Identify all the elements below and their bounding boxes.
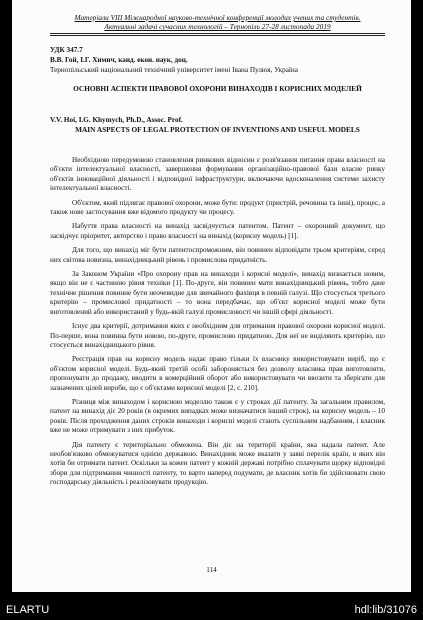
udc-code: УДК 347.7 <box>50 46 83 54</box>
paragraph: Дія патенту є територіально обмежена. Він діє на території країни, яка надала патент. Але необов'язково обмежуватися однією державою. Винахідник може вказати у заяві перелік країн, в яких він хотів би отримати патент. Оскільки за кожен патент у кожній державі потрібно сплачувати щорку відповідні збори для підтримання чинності патенту, то варто наперед подумати, де власник хотів би здійснювати свою господарську діяльність і реалізовувати продукцію. <box>50 440 385 487</box>
body-text <box>50 156 385 493</box>
paragraph: Для того, що винахід міг бути патентоспроможним, він повинен відповідати трьом критеріям, серед них світова новизна, винахідницький рівень і промислова придатність. <box>50 246 385 264</box>
conference-header-line-1: Матеріали VIII Міжнародної науково-технічної конференції молодих учених та студентів. <box>74 13 361 22</box>
title-english: MAIN ASPECTS OF LEGAL PROTECTION OF INVENTIONS AND USEFUL MODELS <box>75 125 360 134</box>
header-rule-top <box>50 33 385 34</box>
document-page <box>12 0 411 592</box>
paragraph: Різниця між винаходом і корисною моделлю також є у строках дії патенту. За загальним правилом, патент на винахід діє 20 років (в окремих випадках може визначатися інший строк), на корисну модель – 10 років. Після проходження даних строків винаходи і корисні моделі стають суспільним надбанням, і власник вже не може отримувати з них прибуток. <box>50 397 385 435</box>
authors-english: V.V. Hoi, I.G. Khymych, Ph.D., Assoc. Prof. <box>50 116 183 124</box>
paragraph: Набуття права власності на винахід засвідчується патентом. Патент – охоронний документ, що засвідчує пріоритет, авторство і право власності на винахід (корисну модель) [1]. <box>50 222 385 240</box>
conference-header <box>50 13 385 32</box>
page-number: 114 <box>206 566 217 574</box>
paragraph: Реєстрація прав на корисну модель надає право тільки їх власнику використовувати виріб, що є об'єктом корисної моделі. Будь-який третій особі забороняється без дозволу власника прав виготовляти, пропонувати до продажу, вводити в комерційний оборот або використовувати чи ввозити та зберігати для зазначених цілей вироби, що є об'єктами корисної моделі [2, с. 210]. <box>50 355 385 392</box>
paragraph: За Законом України «Про охорону прав на винаходи і корисні моделі», винахід визнається новим, якщо він не є частиною рівня техніки [1]. По-друге, він повинен мати винахідницький рівень, тобто дане технічне рішення повинне бути неочевидне для звичайного фахівця в певній галузі. Що стосується третього критерію – промислової придатності – то вона передбачає, що об'єкт корисної моделі може бути виготовлений або використаний у будь-якій галузі промисловості чи іншій сфері діяльності. <box>50 270 385 316</box>
paragraph: Об'єктом, який підлягає правової охорони, може бути: продукт (пристрій, речовина та інші), процес, а також нове застосування вже відомого продукту чи процесу. <box>50 198 385 217</box>
handle-id: hdl:lib/31076 <box>354 604 417 616</box>
paragraph: Необхідною передумовою становлення ринкових відносин є розв'язання питання права власності на об'єкти інтелектуальної власності, завершення формування організаційно-правової бази власне ринку об'єктів інноваційної діяльності і відповідної інфраструктури, включаючи вдосконалення системи захисту інтелектуальної власності. <box>50 156 385 193</box>
conference-header-line-2: Актуальні задачі сучасних технологій – Тернопіль 27-28 листопада 2019 <box>104 22 331 32</box>
header-rule-bottom <box>50 35 385 36</box>
repository-footer <box>0 592 423 620</box>
paragraph: Існує два критерії, дотримання яких є необхідним для отримання правової охорони корисної моделі. По-перше, вона повинна бути новою, по-друге, промислово придатною. Для неї не виділяють критерію, що стосується винахідницького рівня. <box>50 322 385 349</box>
repository-name: ELARTU <box>6 604 50 616</box>
title-ukrainian: ОСНОВНІ АСПЕКТИ ПРАВОВОЇ ОХОРОНИ ВИНАХОДІВ І КОРИСНИХ МОДЕЛЕЙ <box>73 84 362 93</box>
authors-ukrainian: В.В. Гой, І.Г. Химич, канд. екон. наук, доц. <box>50 56 188 64</box>
affiliation: Тернопільський національний технічний університет імені Івана Пулюя, Україна <box>50 66 298 74</box>
